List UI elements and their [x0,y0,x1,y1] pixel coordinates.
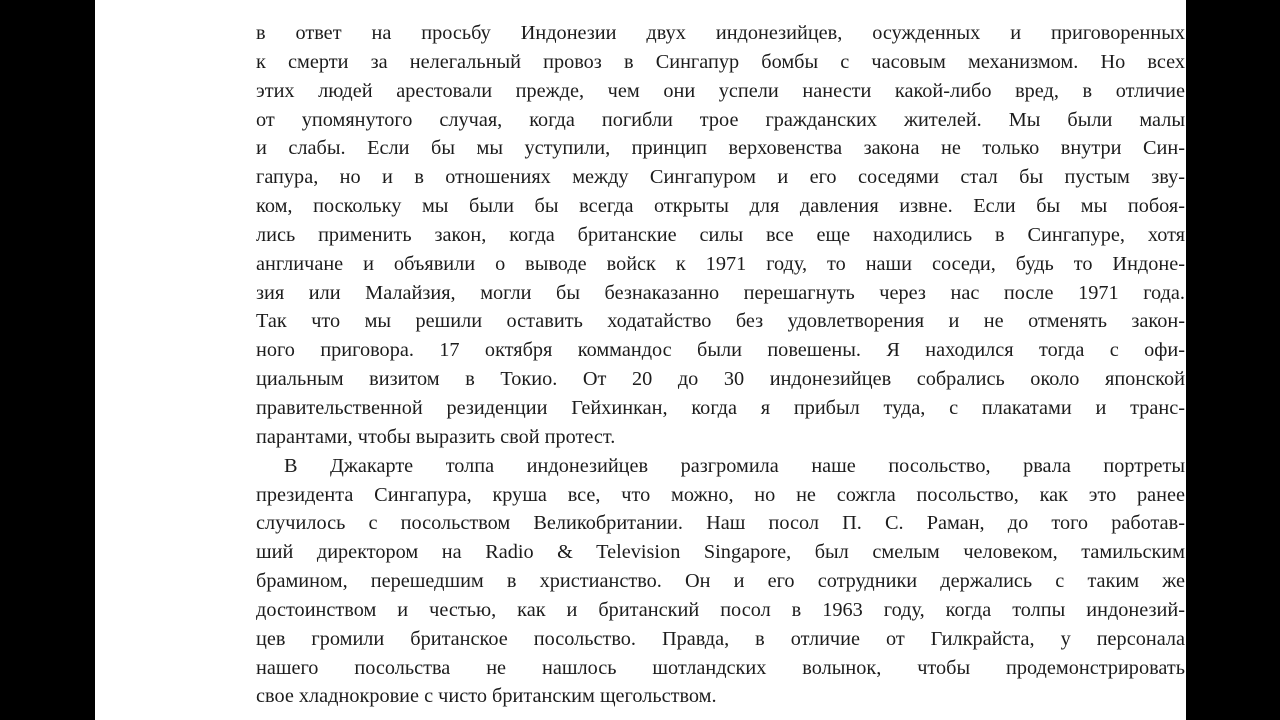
text-line: зия или Малайзия, могли бы безнаказанно перешагнуть через нас после 1971 года. [256,281,1185,304]
text-line: нашего посольства не нашлось шотландских волынок, чтобы продемонстрировать [256,656,1185,679]
book-page [95,0,1186,720]
text-line: этих людей арестовали прежде, чем они успели нанести какой-либо вред, в отличие [256,79,1185,102]
text-line: в ответ на просьбу Индонезии двух индонезийцев, осужденных и приговоренных [256,22,1185,44]
text-line: В Джакарте толпа индонезийцев разгромила наше посольство, рвала портреты [284,454,1185,477]
text-line: англичане и объявили о выводе войск к 1971 году, то наши соседи, будь то Индоне- [256,252,1185,275]
text-line: правительственной резиденции Гейхинкан, когда я прибыл туда, с плакатами и транс- [256,396,1185,419]
text-line: цев громили британское посольство. Правда, в отличие от Гилкрайста, у персонала [256,627,1185,650]
body-text [256,19,1185,711]
text-line: Так что мы решили оставить ходатайство без удовлетворения и не отменять закон- [256,310,1185,333]
text-line: свое хладнокровие с чисто британским щегольством. [256,685,717,708]
text-line: достоинством и честью, как и британский посол в 1963 году, когда толпы индонезий- [256,598,1185,621]
text-line: случилось с посольством Великобритании. Наш посол П. С. Раман, до того работав- [256,512,1185,535]
text-line: парантами, чтобы выразить свой протест. [256,425,616,448]
paragraph-1 [256,19,1185,452]
text-line: циальным визитом в Токио. От 20 до 30 индонезийцев собрались около японской [256,368,1185,391]
text-line: президента Сингапура, круша все, что можно, но не сожгла посольство, как это ранее [256,483,1185,506]
text-line: к смерти за нелегальный провоз в Сингапур бомбы с часовым механизмом. Но всех [256,50,1185,73]
text-line: лись применить закон, когда британские силы все еще находились в Сингапуре, хотя [256,223,1185,246]
text-line: гапура, но и в отношениях между Сингапуром и его соседями стал бы пустым зву- [256,166,1185,189]
text-line: ший директором на Radio & Television Singapore, был смелым человеком, тамильским [256,541,1185,564]
paragraph-2 [256,452,1185,712]
text-line: ком, поскольку мы были бы всегда открыты для давления извне. Если бы мы побоя- [256,195,1185,218]
text-line: ного приговора. 17 октября коммандос были повешены. Я находился тогда с офи- [256,339,1185,362]
text-line: брамином, перешедшим в христианство. Он и его сотрудники держались с таким же [256,570,1185,593]
text-line: и слабы. Если бы мы уступили, принцип верховенства закона не только внутри Син- [256,137,1185,160]
text-line: от упомянутого случая, когда погибли трое гражданских жителей. Мы были малы [256,108,1185,131]
